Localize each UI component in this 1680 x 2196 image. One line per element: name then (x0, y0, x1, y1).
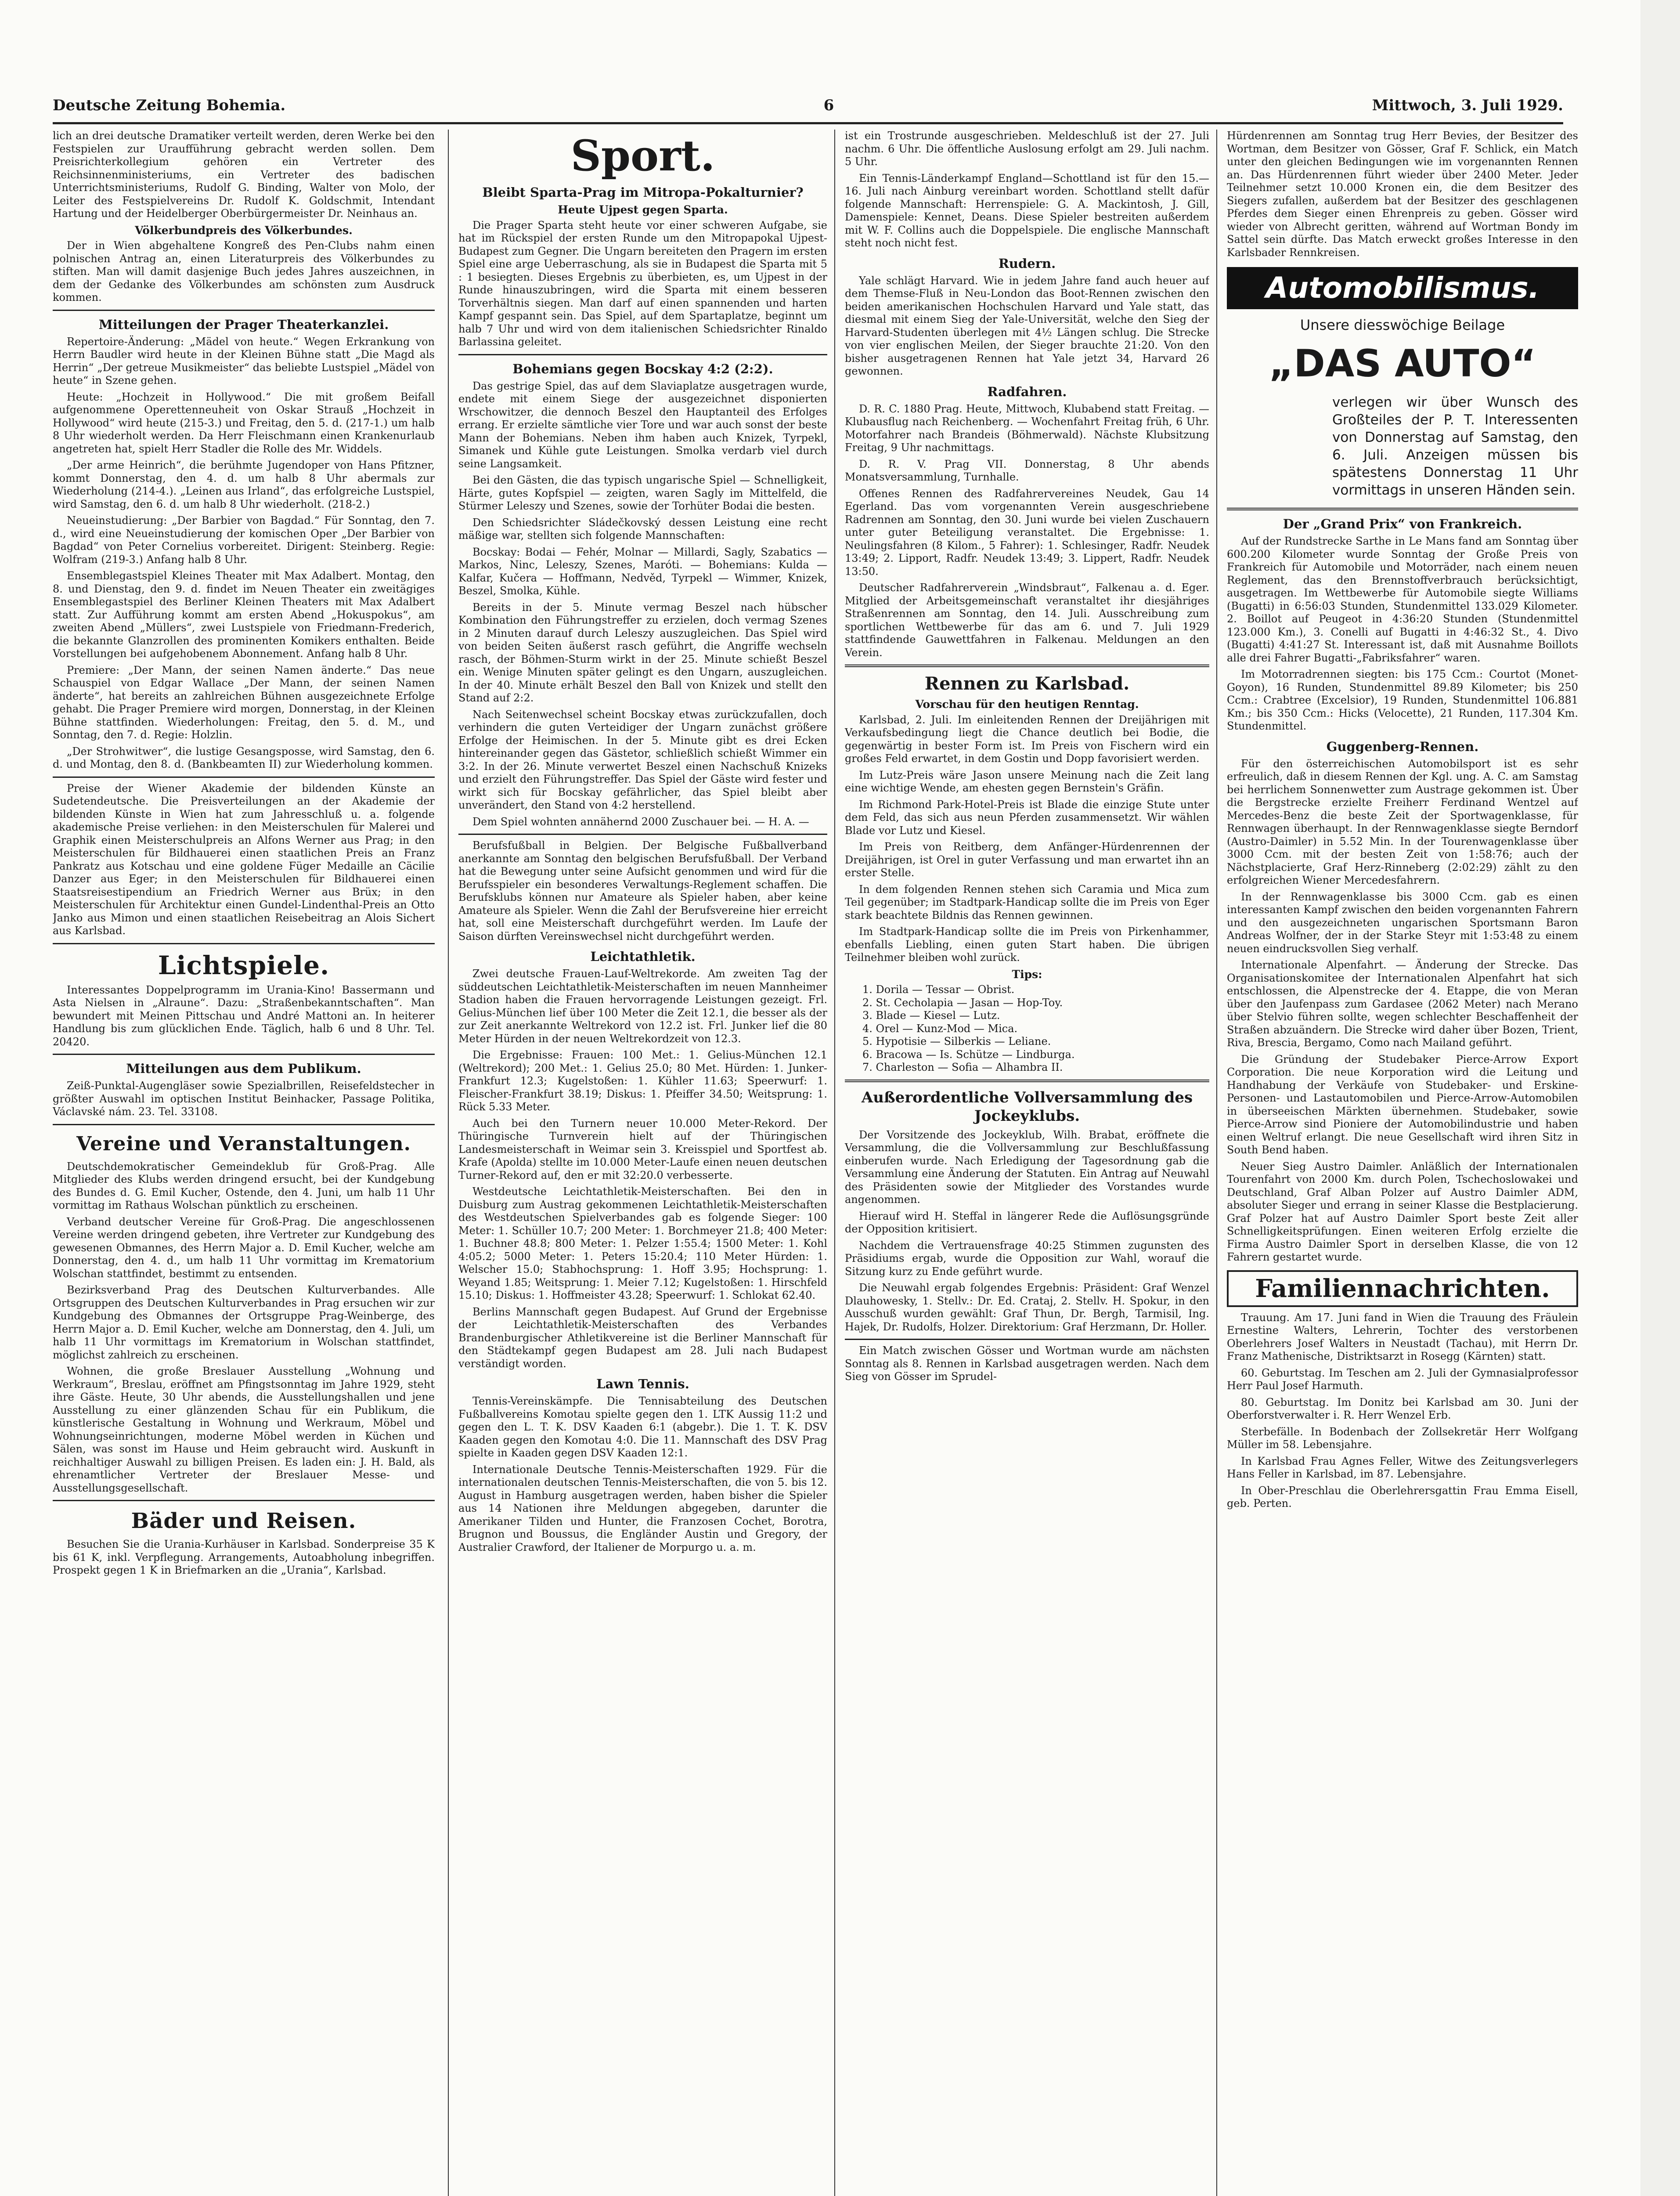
paragraph: Westdeutsche Leichtathletik-Meisterschaften. Bei den in Duisburg zum Austrag gekommenen Leichtathletik-Meisterschaften des Westdeutschen Spielverbandes gab es folgende Sieger: 100 Meter: 1. Schüller 10.7; 200 Meter: 1. Borchmeyer 21.8; 400 Meter: 1. Buchner 48.8; 800 Meter: 1. Pelzer 1:55.4; 1500 Meter: 1. Kohl 4:05.2; 5000 Meter: 1. Peters 15:20.4; 110 Meter Hürden: 1. Welscher 15.0; Stabhochsprung: 1. Hoff 3.95; Hochsprung: 1. Weyand 1.85; Weitsprung: 1. Meier 7.12; Kugelstoßen: 1. Hirschfeld 15.10; Diskus: 1. Hoffmeister 43.28; Speerwurf: 1. Schlokat 62.40. (458, 1185, 827, 1301)
article-headline: Leichtathletik. (590, 949, 696, 964)
paragraph: Die Prager Sparta steht heute vor einer schweren Aufgabe, sie hat im Rückspiel der ersten Runde um den Mitropapokal Ujpest-Budapest zum Gegner. Die Ungarn bereiteten den Pragern im ersten Spiel eine arge Ueberraschung, als sie in Budapest die Sparta mit 5 : 1 besiegten. Dieses Ergebnis zu überbieten, es, um Ujpest in der Runde hinauszubringen, wird die Sparta mit einem besseren Torverhältnis siegen. Man darf auf einen spannenden und harten Kampf gespannt sein. Das Spiel, auf dem Spartaplatze, beginnt um halb 7 Uhr und wird von dem italienischen Schiedsrichter Rinaldo Barlassina geleitet. (458, 219, 827, 348)
paragraph: D. R. C. 1880 Prag. Heute, Mittwoch, Klubabend statt Freitag. — Klubausflug nach Reichenberg. — Wochenfahrt Freitag früh, 6 Uhr. Motorfahrer nach Brandeis (Böhmerwald). Nächste Klubsitzung Freitag, 9 Uhr nachmittags. (845, 402, 1209, 454)
article-headline: Rudern. (998, 256, 1056, 271)
divider (845, 1080, 1209, 1082)
paragraph: Der Vorsitzende des Jockeyklub, Wilh. Brabat, eröffnete die Versammlung, die die Vollversammlung zur Beschlußfassung einberufen wurde. Nach Erledigung der Tagesordnung gab die Versammlung eine Änderung der Statuten. Ein Antrag auf Neuwahl des Präsidenten sowie der Mitglieder des Vorstandes wurde angenommen. (845, 1128, 1209, 1206)
paragraph: Nachdem die Vertrauensfrage 40:25 Stimmen zugunsten des Präsidiums ergab, wurde die Opposition zur Wahl, worauf die Sitzung kurz zu Ende geführt wurde. (845, 1239, 1209, 1278)
paragraph: Die Neuwahl ergab folgendes Ergebnis: Präsident: Graf Wenzel Dlauhowesky, 1. Stellv.: Dr. Ed. Crataj, 2. Stellv. H. Spokur, in den Ausschuß wurden gewählt: Graf Thun, Dr. Bergh, Tarmisil, Ing. Hajek, Dr. Rudolfs, Holzer. Direktorium: Graf Herzmann, Dr. Holler. (845, 1282, 1209, 1333)
ad-headline: „DAS AUTO“ (1269, 342, 1536, 386)
paragraph: Trauung. Am 17. Juni fand in Wien die Trauung des Fräulein Ernestine Walters, Lehrerin, Tochter des verstorbenen Oberlehrers Josef Walters in Neustadt (Tachau), mit Herrn Dr. Franz Mathenische, Distriktsarzt in Rosegg (Kärnten) statt. (1227, 1311, 1578, 1362)
section-heading: Völkerbundpreis des Völkerbundes. (135, 224, 353, 237)
paragraph: Preise der Wiener Akademie der bildenden Künste an Sudetendeutsche. Die Preisverteilungen an der Akademie der bildenden Künste in Wien hat zum Jahresschluß u. a. folgende akademische Preise verliehen: in den Meisterschulen für Malerei und Graphik einen Meisterschulpreis an Alfons Werner aus Prag; in den Meisterschulen für Bildhauerei einen staatlichen Preis an Franz Pankratz aus Kotschau und eine goldene Füger Medaille an Cäcilie Danzer aus Eger; in den Meisterschulen für Bildhauerei einen Staatsreisestipendium an Friedrich Werner aus Brüx; in den Meisterschulen für Architektur einen Gundel-Lindenthal-Preis an Otto Janko aus Mimon und einen staatlichen Reisebeitrag an Alois Sichert aus Karlsbad. (53, 782, 435, 937)
list-item: 3. Blade — Kiesel — Lutz. (862, 1009, 1000, 1022)
paragraph: Für den österreichischen Automobilsport ist es sehr erfreulich, daß in diesem Rennen der Kgl. ung. A. C. am Samstag bei herrlichem Sonnenwetter zum Austrage gekommen ist. Über die Bergstrecke erzielte Freiherr Ferdinand Wentzel auf Mercedes-Benz die beste Zeit der Sportwagenklasse, für Rennwagen überhaupt. In der Rennwagenklasse siegte Berndorf (Austro-Daimler) in 5.52 Min. In der Tourenwagenklasse über 3000 Ccm. mit der besten Zeit von 1:58:76; auch der Nächstplacierte, Graf Herz-Rinneberg (2:02:29) zählt zu den erfolgreichen Wiener Mercedesfahrern. (1227, 757, 1578, 886)
paragraph: Bereits in der 5. Minute vermag Beszel nach hübscher Kombination den Führungstreffer zu erzielen, doch vermag Szenes in 2 Minuten darauf durch Leleszy auszugleichen. Das Spiel wird von beiden Seiten äußerst rasch geführt, die Angriffe wechseln rasch, der Böhmen-Sturm wirkt in der 25. Minute schießt Beszel ein. Wenige Minuten später gelingt es den Ungarn, auszugleichen. In der 40. Minute erhält Beszel den Ball von Knizek und stellt den Stand auf 2:2. (458, 601, 827, 704)
paragraph: Ein Tennis-Länderkampf England—Schottland ist für den 15.—16. Juli nach Ainburg vereinbart worden. Schottland stellt dafür folgende Mannschaft: Herrenspiele: G. A. Mackintosh, J. Gill, Damenspiele: Kennet, Deans. Diese Spieler bestreiten außerdem mit W. F. Collins auch die Doppelspiele. Die englische Mannschaft steht noch nicht fest. (845, 172, 1209, 249)
paragraph: Im Motorradrennen siegten: bis 175 Ccm.: Courtot (Monet-Goyon), 16 Runden, Stundenmittel 89.89 Kilometer; bis 250 Ccm.: Crabtree (Excelsior), 19 Runden, Stundenmittel 106.881 Km.; bis 350 Ccm.: Hicks (Velocette), 21 Runden, 117.304 Km. Stundenmittel. (1227, 668, 1578, 732)
paragraph: Repertoire-Änderung: „Mädel von heute.“ Wegen Erkrankung von Herrn Baudler wird heute in der Kleinen Bühne statt „Die Magd als Herrin“ „Der getreue Musikmeister“ das beliebte Lustspiel „Mädel von heute“ in Szene gehen. (53, 335, 435, 386)
divider (53, 1054, 435, 1055)
list-item: 7. Charleston — Sofia — Alhambra II. (862, 1061, 1063, 1073)
section-heading: Mitteilungen aus dem Publikum. (126, 1061, 361, 1076)
divider (458, 834, 827, 835)
divider (53, 310, 435, 311)
paragraph: Ein Match zwischen Gösser und Wortman wurde am nächsten Sonntag als 8. Rennen in Karlsbad ausgetragen werden. Nach dem Sieg von Gösser im Sprudel- (845, 1344, 1209, 1383)
ad-body: verlegen wir über Wunsch des Großteiles der P. T. Interessenten von Donnerstag auf Samstag, den 6. Juli. Anzeigen müssen bis spätestens Donnerstag 11 Uhr vormittags in unseren Händen sein. (1332, 394, 1578, 498)
paragraph: Die Gründung der Studebaker Pierce-Arrow Export Corporation. Die neue Korporation wird die Leitung und Handhabung der Verkäufe von Studebaker- und Erskine-Personen- und Lastautomobilen und Pierce-Arrow-Automobilen in überseeischen Märkten übernehmen. Studebaker, sowie Pierce-Arrow sind Pioniere der Automobilindustrie und haben einen Weltruf erlangt. Die neue Gesellschaft wird ihren Sitz in South Bend haben. (1227, 1053, 1578, 1156)
paragraph: In Ober-Preschlau die Oberlehrersgattin Frau Emma Eisell, geb. Perten. (1227, 1484, 1578, 1510)
list-item: 4. Orel — Kunz-Mod — Mica. (862, 1022, 1018, 1035)
paragraph: Interessantes Doppelprogramm im Urania-Kino! Bassermann und Asta Nielsen in „Alraune“. Dazu: „Straßenbekanntschaften“. Man bewundert mit Meinen Pittschau und André Mattoni an. In heiterer Handlung bis zum glücklichen Ende. Täglich, halb 6 und 8 Uhr. Tel. 20420. (53, 983, 435, 1048)
divider (1227, 508, 1578, 510)
article-headline: Lawn Tennis. (596, 1376, 689, 1391)
header-rule (53, 122, 1563, 124)
page-number: 6 (823, 97, 834, 114)
divider (845, 665, 1209, 667)
paragraph: Tennis-Vereinskämpfe. Die Tennisabteilung des Deutschen Fußballvereins Komotau spielte gegen den 1. LTK Aussig 11:2 und gegen den L. T. K. DSV Kaaden 6:1 (abgebr.). Die 1. T. K. DSV Kaaden gegen den Komotau 4:0. Die 11. Mannschaft des DSV Prag spielte in Kaaden gegen DSV Kaaden 12:1. (458, 1395, 827, 1459)
paragraph: Heute: „Hochzeit in Hollywood.“ Die mit großem Beifall aufgenommene Operettenneuheit von Oskar Strauß „Hochzeit in Hollywood“ wird heute (215-3.) und Freitag, den 5. d. (217-1.) um halb 8 Uhr wiederholt werden. Da Herr Fleischmann einen Krankenurlaub angetreten hat, spielt Herr Stadler die Rolle des Mr. Widdels. (53, 390, 435, 455)
paragraph: Karlsbad, 2. Juli. Im einleitenden Rennen der Dreijährigen mit Verkaufsbedingung liegt die Chance deutlich bei Bodie, die gegenwärtig in bester Form ist. Im Preis von Fischern wird ein großes Feld erwartet, in dem Gostin und Dopp favorisiert werden. (845, 713, 1209, 765)
paragraph: Im Lutz-Preis wäre Jason unsere Meinung nach die Zeit lang eine wichtige Wende, am ehesten gegen Bernstein's Gräfin. (845, 769, 1209, 794)
paragraph: Besuchen Sie die Urania-Kurhäuser in Karlsbad. Sonderpreise 35 K bis 61 K, inkl. Verpflegung. Arrangements, Autoabholung inbegriffen. Prospekt gegen 1 K in Briefmarken an die „Urania“, Karlsbad. (53, 1538, 435, 1576)
paragraph: Dem Spiel wohnten annähernd 2000 Zuschauer bei. — H. A. — (472, 815, 809, 828)
divider (53, 1124, 435, 1125)
divider (53, 943, 435, 944)
list-item: 1. Dorila — Tessar — Obrist. (862, 983, 1015, 996)
article-headline: Außerordentliche Vollversammlung des Jockeyklubs. (861, 1088, 1193, 1125)
tips-heading: Tips: (1012, 968, 1042, 981)
paragraph: 80. Geburtstag. Im Donitz bei Karlsbad am 30. Juni der Oberforstverwalter i. R. Herr Wenzel Erb. (1227, 1396, 1578, 1421)
divider (53, 777, 435, 778)
column-2 (448, 130, 827, 2196)
paragraph: In dem folgenden Rennen stehen sich Caramia und Mica zum Teil gegenüber; im Stadtpark-Handicap sollte die im Preis von Eger stark beachtete Bildnis das Rennen gewinnen. (845, 883, 1209, 921)
paragraph: Berlins Mannschaft gegen Budapest. Auf Grund der Ergebnisse der Leichtathletik-Meisterschaften des Verbandes Brandenburgischer Athletikvereine ist die Berliner Mannschaft für den Städtekampf gegen Budapest am 28. Juli nach Budapest verständigt worden. (458, 1305, 827, 1370)
paragraph: Neueinstudierung: „Der Barbier von Bagdad.“ Für Sonntag, den 7. d., wird eine Neueinstudierung der komischen Oper „Der Barbier von Bagdad“ von Peter Cornelius vorbereitet. Dirigent: Steinberg. Regie: Wolfram (219-3.) Anfang halb 8 Uhr. (53, 514, 435, 566)
article-subheadline: Vorschau für den heutigen Renntag. (915, 698, 1139, 711)
paragraph: Zwei deutsche Frauen-Lauf-Weltrekorde. Am zweiten Tag der süddeutschen Leichtathletik-Meisterschaften im neuen Mannheimer Stadion haben die Frauen hervorragende Leistungen gezeigt. Frl. Gelius-München lief über 100 Meter die Zeit 12.1, die besser als der zur Zeit anerkannte Weltrekord von 12.2 ist. Frl. Junker lief die 80 Meter Hürden in der neuen Weltrekordzeit von 12.3. (458, 968, 827, 1045)
paragraph: In Karlsbad Frau Agnes Feller, Witwe des Zeitungsverlegers Hans Feller in Karlsbad, im 87. Lebensjahre. (1227, 1455, 1578, 1480)
paragraph: Yale schlägt Harvard. Wie in jedem Jahre fand auch heuer auf dem Themse-Fluß in Neu-London das Boot-Rennen zwischen den beiden amerikanischen Hochschulen Harvard und Yale statt, das diesmal mit einem Sieg der Yale-Universität, welche den Sieg der Harvard-Studenten überlegen mit 4½ Längen schlug. Die Strecke von vier englischen Meilen, der Sieger brauchte 21:20. Von den bisher ausgetragenen Rennen hat Yale jetzt 34, Harvard 26 gewonnen. (845, 274, 1209, 377)
paragraph: Deutscher Radfahrerverein „Windsbraut“, Falkenau a. d. Eger. Mitglied der Arbeitsgemeinschaft veranstaltet ihr diesjähriges Straßenrennen am Sonntag, den 14. Juli. Ausschreibung zum sportlichen Wettbewerbe für das am 6. und 7. Juli 1929 stattfindende Gauwettfahren in Falkenau. Meldungen an den Verein. (845, 582, 1209, 659)
column-1 (53, 130, 435, 2196)
article-headline: Rennen zu Karlsbad. (924, 673, 1130, 694)
paragraph: Im Stadtpark-Handicap sollte die im Preis von Pirkenhammer, ebenfalls Liebling, einen guten Start haben. Die übrigen Teilnehmer bleiben wohl zurück. (845, 925, 1209, 964)
section-heading: Bäder und Reisen. (131, 1509, 357, 1533)
page-edge (1640, 0, 1680, 2196)
paragraph: „Der Strohwitwer“, die lustige Gesangsposse, wird Samstag, den 6. d. und Montag, den 8. d. (Bankbeamten II) zur Wiederholung kommen. (53, 745, 435, 770)
paragraph: Auch bei den Turnern neuer 10.000 Meter-Rekord. Der Thüringische Turnverein hielt auf der Thüringischen Landesmeisterschaft in Weimar sein 3. Kreisspiel und Sportfest ab. Krafe (Apolda) stellte im 10.000 Meter-Laufe einen neuen deutschen Turner-Rekord auf, den er mit 32:20.0 verbesserte. (458, 1117, 827, 1181)
paragraph: Deutschdemokratischer Gemeindeklub für Groß-Prag. Alle Mitglieder des Klubs werden dringend ersucht, bei der Kundgebung des Bundes d. G. Emil Kucher, Ostende, den 4. Juni, um halb 11 Uhr vormittag im Rathaus Wolschan pünktlich zu erscheinen. (53, 1160, 435, 1211)
paragraph: In der Rennwagenklasse bis 3000 Ccm. gab es einen interessanten Kampf zwischen den beiden vorgenannten Fahrern und den ausgezeichneten ungarischen Sportsmann Baron Andreas Wolfner, der in der Starke Steyr mit 1:53:48 zu einem neuen eindrucksvollen Sieg verhalf. (1227, 890, 1578, 955)
list-item: 6. Bracowa — Is. Schütze — Lindburga. (862, 1048, 1075, 1061)
article-headline: Radfahren. (987, 384, 1067, 399)
article-headline: Bleibt Sparta-Prag im Mitropa-Pokalturnier? (482, 185, 804, 200)
paragraph: Den Schiedsrichter Sládečkovský dessen Leistung eine recht mäßige war, stellten sich folgende Mannschaften: (458, 516, 827, 542)
article-headline: Guggenberg-Rennen. (1326, 739, 1479, 754)
section-banner-automobilismus: Automobilismus. (1227, 267, 1578, 309)
page-header (53, 92, 1563, 119)
paragraph: Im Richmond Park-Hotel-Preis ist Blade die einzige Stute unter dem Feld, das sich aus neun Pferden zusammensetzt. Wir wählen Blade vor Lutz und Kiesel. (845, 798, 1209, 837)
paragraph: Internationale Alpenfahrt. — Änderung der Strecke. Das Organisationskomitee der Internationalen Alpenfahrt hat sich entschlossen, die Alpenstrecke der 4. Etappe, die von Meran über den Jaufenpass zum Gardasee (2062 Meter) nach Merano über Stelvio führen sollte, wegen schlechter Beschaffenheit der Straßen abzuändern. Die Strecke wird daher über Bozen, Trient, Riva, Brescia, Bergamo, Como nach Mailand geführt. (1227, 959, 1578, 1049)
paragraph: Offenes Rennen des Radfahrervereines Neudek, Gau 14 Egerland. Das vom vorgenannten Verein ausgeschriebene Radrennen am Sonntag, den 30. Juni wurde bei vielen Zuschauern unter guter Beteiligung veranstaltet. Die Ergebnisse: 1. Neulingsfahren (8 Kilom., 5 Fahrer): 1. Schlesinger, Radfr. Neudek 13:49; 2. Lipport, Radfr. Neudek 13:49; 3. Lippert, Radfr. Neudek 13:50. (845, 487, 1209, 578)
column-4 (1216, 130, 1578, 2196)
paragraph: Bocskay: Bodai — Fehér, Molnar — Millardi, Sagly, Szabatics — Markos, Ninc, Leleszy, Szenes, Maróti. — Bohemians: Kulda — Kalfar, Kučera — Hoffmann, Nedvěd, Tyrpekl — Wimmer, Knizek, Beszel, Smolka, Kühle. (458, 545, 827, 597)
paragraph: Sterbefälle. In Bodenbach der Zollsekretär Herr Wolfgang Müller im 58. Lebensjahre. (1227, 1425, 1578, 1451)
section-heading: Vereine und Veranstaltungen. (76, 1132, 411, 1155)
list-item: 2. St. Cecholapia — Jasan — Hop-Toy. (862, 996, 1063, 1009)
paragraph: Hierauf wird H. Steffal in längerer Rede die Auflösungsgründe der Opposition kritisiert. (845, 1210, 1209, 1235)
paragraph: Verband deutscher Vereine für Groß-Prag. Die angeschlossenen Vereine werden dringend gebeten, ihre Vertreter zur Kundgebung des gewesenen Obmannes, des Herrn Major a. D. Emil Kucher, welche am Donnerstag, den 4. d., um halb 11 Uhr vormittag im Krematorium Wolschan stattfindet, bestimmt zu entsenden. (53, 1215, 435, 1280)
paragraph: Die Ergebnisse: Frauen: 100 Met.: 1. Gelius-München 12.1 (Weltrekord); 200 Met.: 1. Gelius 25.0; 80 Met. Hürden: 1. Junker-Frankfurt 12.3; Kugelstoßen: 1. Kühler 11.63; Speerwurf: 1. Fleischer-Frankfurt 38.19; Diskus: 1. Pfeiffer 34.50; Weitsprung: 1. Rück 5.33 Meter. (458, 1049, 827, 1113)
paragraph: 60. Geburtstag. Im Teschen am 2. Juli der Gymnasialprofessor Herr Paul Josef Harmuth. (1227, 1366, 1578, 1392)
section-heading: Mitteilungen der Prager Theaterkanzlei. (98, 317, 389, 332)
paragraph: lich an drei deutsche Dramatiker verteilt werden, deren Werke bei den Festspielen zur Uraufführung gebracht werden sollen. Dem Preisrichterkollegium gehören ein Vertreter des Reichsinnenministeriums, ein Vertreter des badischen Unterrichtsministeriums, Rudolf G. Binding, Walter von Molo, der Leiter des Festspielvereins Dr. Rudolf K. Goldschmit, Intendant Hartung und der Heidelberger Oberbürgermeister Dr. Neinhaus an. (53, 130, 435, 220)
paragraph: Berufsfußball in Belgien. Der Belgische Fußballverband anerkannte am Sonntag den belgischen Berufsfußball. Der Verband hat die Bewegung unter seine Aufsicht genommen und wird für die Berufsspieler ein besonderes Verwaltungs-Reglement schaffen. Die Berufsklubs können nur Amateure als Spieler haben, aber keine Amateure als Spieler. Wenn die Zahl der Berufsvereine hier erreicht hat, soll eine Meisterschaft durchgeführt werden. Im Laufe der Saison dürften Vereinswechsel nicht durchgeführt werden. (458, 839, 827, 943)
section-heading-family: Familiennachrichten. (1227, 1270, 1578, 1307)
paragraph: Der in Wien abgehaltene Kongreß des Pen-Clubs nahm einen polnischen Antrag an, einen Literaturpreis des Völkerbundes zu stiften. Man will damit dasjenige Buch jedes Jahres auszeichnen, in dem der Gedanke des Völkerbundes am schönsten zum Ausdruck kommen. (53, 239, 435, 303)
paragraph: Nach Seitenwechsel scheint Bocskay etwas zurückzufallen, doch verhindern die guten Verteidiger der Ungarn zunächst größere Erfolge der Heimischen. In der 5. Minute gibt es drei Ecken hintereinander gegen das Gästetor, schließlich schießt Wimmer ein 3:2. In der 26. Minute verwertet Beszel einen Nachschuß Knizeks und erzielt den Führungstreffer. Das Spiel der Gäste wird fester und wirkt sich für Bocskay gefährlicher, das Spiel bleibt aber unverändert, den Stand von 4:2 herstellend. (458, 708, 827, 811)
paragraph: Hürdenrennen am Sonntag trug Herr Bevies, der Besitzer des Wortman, dem Besitzer von Gösser, Graf F. Schlick, ein Match unter den gleichen Bedingungen wie im vorgenannten Rennen an. Das Hürdenrennen führt wieder über 2400 Meter. Jeder Teilnehmer setzt 10.000 Kronen ein, die dem Besitzer des Siegers zufallen, außerdem bat der Besitzer des geschlagenen Pferdes dem Sieger einen Ehrenpreis zu geben. Gösser wird wieder von Albrecht geritten, während auf Wortman Bondy im Sattel sein dürfte. Das Match erweckt großes Interesse in den Karlsbader Rennkreisen. (1227, 130, 1578, 259)
divider (53, 1500, 435, 1501)
article-headline: Der „Grand Prix“ von Frankreich. (1283, 516, 1522, 531)
divider (845, 1339, 1209, 1340)
paragraph: D. R. V. Prag VII. Donnerstag, 8 Uhr abends Monatsversammlung, Turnhalle. (845, 458, 1209, 483)
article-headline: Bohemians gegen Bocskay 4:2 (2:2). (512, 361, 773, 376)
issue-date: Mittwoch, 3. Juli 1929. (1372, 97, 1563, 114)
article-subheadline: Heute Ujpest gegen Sparta. (558, 203, 728, 216)
paragraph: Zeiß-Punktal-Augengläser sowie Spezialbrillen, Reisefeldstecher in größter Auswahl im optischen Institut Beinhacker, Passage Politika, Václavské nám. 23. Tel. 33108. (53, 1080, 435, 1118)
list-item: 5. Hypotisie — Silberkis — Leliane. (862, 1035, 1051, 1047)
paragraph: Wohnen, die große Breslauer Ausstellung „Wohnung und Werkraum“, Breslau, eröffnet am Pfingstsonntag im Jahre 1929, steht ihre Gäste. Heute, 30 Uhr abends, die Ausstellungshallen und jene Ausstellung zu einer glänzenden Schau für ein Publikum, die künstlerische Gestaltung in Wohnung und Werkraum, Möbel und Wohnungseinrichtungen, moderne Möbel werden in Küchen und Sälen, was sonst im Hause und Heim gebraucht wird. Auskunft in reichhaltiger Auswahl zu billigen Preisen. Es laden ein: J. H. Bald, als ehrenamtlicher Vertreter der Breslauer Messe- und Ausstellungsgesellschaft. (53, 1365, 435, 1494)
paragraph: Bei den Gästen, die das typisch ungarische Spiel — Schnelligkeit, Härte, gutes Kopfspiel — zeigten, waren Sagly im Mittelfeld, die Stürmer Leleszy und Szenes, sowie der Torhüter Bodai die besten. (458, 474, 827, 512)
paragraph: Premiere: „Der Mann, der seinen Namen änderte.“ Das neue Schauspiel von Edgar Wallace „Der Mann, der seinen Namen änderte“, hat bereits an zahlreichen Bühnen ausgezeichnete Erfolge gehabt. Die Prager Premiere wird morgen, Donnerstag, in der Kleinen Bühne stattfinden. Wiederholungen: Freitag, den 5. d. M., und Sonntag, den 7. d. Regie: Holzlin. (53, 664, 435, 741)
paragraph: „Der arme Heinrich“, die berühmte Jugendoper von Hans Pfitzner, kommt Donnerstag, den 4. d. um halb 8 Uhr abermals zur Wiederholung (214-4.). „Leinen aus Irland“, das erfolgreiche Lustspiel, wird Samstag, den 6. d. um halb 8 Uhr wiederholt. (218-2.) (53, 459, 435, 510)
tips-list (845, 983, 1209, 1074)
section-heading: Lichtspiele. (158, 950, 330, 980)
paragraph: Das gestrige Spiel, das auf dem Slaviaplatze ausgetragen wurde, endete mit einem Siege der ausgezeichnet disponierten Wrschowitzer, die dennoch Beszel den Hauptanteil des Erfolges errang. Er erzielte sämtliche vier Tore und war auch sonst der beste Mann der Bohemians. Neben ihm haben auch Knizek, Tyrpekl, Simanek und Kühle gute Leistungen. Smolka verdarb viel durch seine Langsamkeit. (458, 379, 827, 470)
paragraph: Internationale Deutsche Tennis-Meisterschaften 1929. Für die internationalen deutschen Tennis-Meisterschaften, die von 5. bis 12. August in Hamburg ausgetragen werden, haben bisher die Spieler aus 14 Nationen ihre Meldungen abgegeben, darunter die Amerikaner Tilden und Hunter, die Franzosen Cochet, Borotra, Brugnon und Boussus, die Engländer Austin und Gregory, der Australier Crawford, der Italiener de Morpurgo u. a. m. (458, 1463, 827, 1553)
paragraph: Bezirksverband Prag des Deutschen Kulturverbandes. Alle Ortsgruppen des Deutschen Kulturverbandes in Prag ersuchen wir zur Kundgebung des Obmannes der Ortsgruppe Prag-Weinberge, des Herrn Major a. D. Emil Kucher, welche am Donnerstag, den 4. Juli, um halb 11 Uhr vormittags im Krematorium in Wolschan stattfindet, möglichst zahlreich zu erscheinen. (53, 1284, 435, 1361)
section-heading-sport: Sport. (570, 131, 715, 181)
advertisement-das-auto (1227, 316, 1578, 499)
masthead: Deutsche Zeitung Bohemia. (53, 97, 286, 114)
column-3 (834, 130, 1209, 2196)
divider (458, 354, 827, 355)
paragraph: Im Preis von Reitberg, dem Anfänger-Hürdenrennen der Dreijährigen, ist Orel in guter Verfassung und man erwartet ihn an erster Stelle. (845, 841, 1209, 879)
ad-title: Unsere diesswöchige Beilage (1300, 317, 1505, 333)
paragraph: Neuer Sieg Austro Daimler. Anläßlich der Internationalen Tourenfahrt von 2000 Km. durch Polen, Tschechoslowakei und Deutschland, Graf Alban Polzer auf Austro Daimler ADM, absoluter Sieger und errang in seiner Klasse die Bestplacierung. Graf Polzer hat auf Austro Daimler Sport beste Zeit aller Schnelligkeitsprüfungen. Einen weiteren Erfolg erzielte die Firma Austro Daimler Sport in derselben Klasse, die von 12 Fahrern gestartet wurde. (1227, 1160, 1578, 1263)
paragraph: Auf der Rundstrecke Sarthe in Le Mans fand am Sonntag über 600.200 Kilometer wurde Sonntag der Große Preis von Frankreich für Automobile und Motorräder, nach einem neuen Reglement, das den Brennstoffverbrauch berücksichtigt, ausgetragen. Im Wettbewerbe für Automobile siegte Williams (Bugatti) in 6:56:03 Stunden, Stundenmittel 133.029 Kilometer. 2. Boillot auf Peugeot in 4:36:20 Stunden (Stundenmittel 123.000 Km.), 3. Conelli auf Bugatti in 4:46:32 St., 4. Divo (Bugatti) 4:41:27 St. Interessant ist, daß mit Ausnahme Boillots alle drei Fahrer Bugatti-„Fabriksfahrer“ waren. (1227, 535, 1578, 664)
paragraph: Ensemblegastspiel Kleines Theater mit Max Adalbert. Montag, den 8. und Dienstag, den 9. d. findet im Neuen Theater ein zweitägiges Ensemblegastspiel des Berliner Kleinen Theaters mit Max Adalbert statt. Zur Aufführung kommt am ersten Abend „Hokuspokus“, am zweiten Abend „Müllers“, zwei Lustspiele von Friedmann-Frederich, die bekannte Glanzrollen des prominenten Komikers enthalten. Beide Vorstellungen bei aufgehobenem Abonnement. Anfang halb 8 Uhr. (53, 570, 435, 660)
paragraph: ist ein Trostrunde ausgeschrieben. Meldeschluß ist der 27. Juli nachm. 6 Uhr. Die öffentliche Auslosung erfolgt am 29. Juli nachm. 5 Uhr. (845, 130, 1209, 168)
